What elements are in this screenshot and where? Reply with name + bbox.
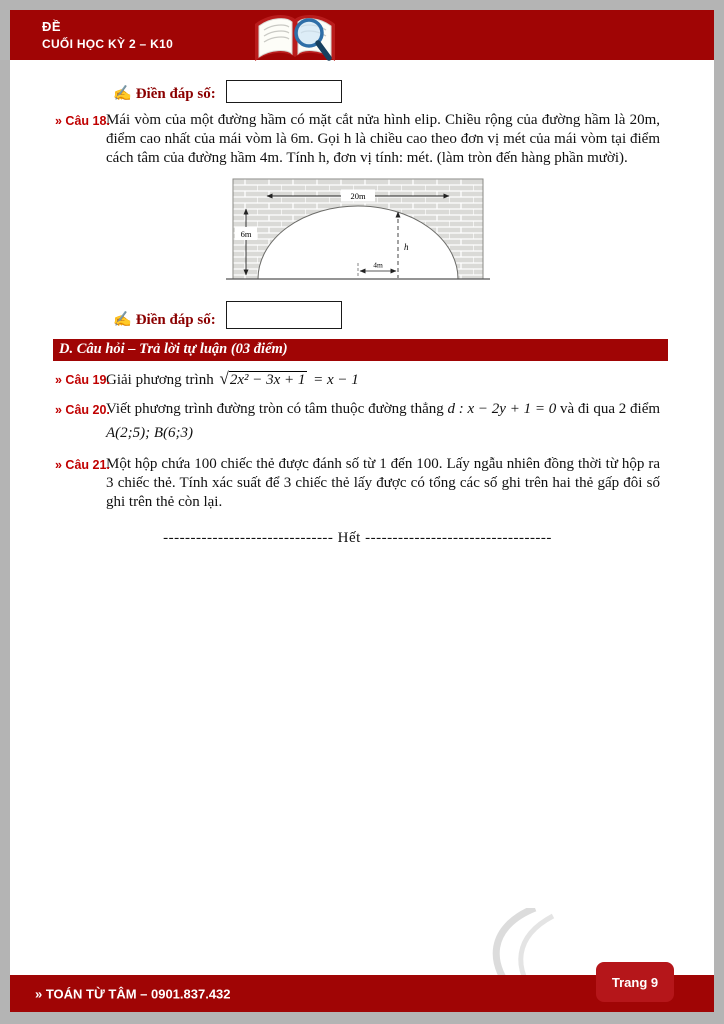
question-19-rhs: = x − 1: [313, 372, 359, 388]
question-19-pre: Giải phương trình: [106, 372, 214, 388]
answer-prompt-row-2: [113, 299, 660, 329]
page-number-tab: [596, 962, 674, 1002]
section-d-title: D. Câu hỏi – Trả lời tự luận (03 điểm): [59, 341, 288, 357]
question-20: [55, 397, 660, 445]
question-20-mid: và đi qua 2 điểm: [560, 401, 661, 417]
answer-prompt-label: Điền đáp số:: [135, 86, 216, 102]
footer-brand: » TOÁN TỪ TÂM – 0901.837.432: [35, 986, 231, 1001]
question-21-text: Một hộp chứa 100 chiếc thẻ được đánh số từ 1 đến 100. Lấy ngẫu nhiên đồng thời từ hộp ra 3 chiếc thẻ. Tính xác suất để 3 chiếc thẻ lấy được có tổng các số ghi trên hai thẻ gấp đôi số ghi trên thẻ còn lại.: [106, 456, 660, 510]
page-number: Trang 9: [611, 974, 659, 990]
pencil-icon: ✍: [113, 86, 132, 102]
end-divider: ------------------------------- Hết ----------------------------------: [163, 530, 552, 546]
width-dimension-label: 20m: [349, 191, 366, 201]
answer-box-2[interactable]: [226, 301, 342, 329]
sqrt-sign: √: [219, 369, 229, 388]
question-20-pre: Viết phương trình đường tròn có tâm thuộc đường thẳng: [106, 401, 444, 417]
height-dimension-label: 6m: [240, 229, 251, 239]
page-content: [10, 10, 714, 547]
question-18-text: Mái vòm của một đường hầm có mặt cắt nửa hình elip. Chiều rộng của đường hầm là 20m, điểm cao nhất của mái vòm là 6m. Gọi h là chiều cao theo đơn vị mét của mái vòm tại điểm cách tâm của đường hầm 4m. Tính h, đơn vị tính: mét. (làm tròn đến hàng phần mười).: [106, 112, 660, 166]
question-20-label: » Câu 20.: [55, 403, 110, 417]
tunnel-arch-figure: [55, 176, 660, 291]
answer-prompt-row-1: [113, 78, 660, 103]
question-19-label: » Câu 19.: [55, 373, 110, 387]
question-18-label: » Câu 18.: [55, 114, 110, 128]
question-18: [55, 111, 660, 168]
sqrt-expression: [219, 369, 307, 388]
answer-prompt-label: Điền đáp số:: [135, 312, 216, 328]
exam-label: ĐỀ: [42, 19, 62, 34]
question-20-line-equation: d : x − 2y + 1 = 0: [447, 401, 557, 417]
pencil-icon: ✍: [113, 312, 132, 328]
sqrt-radicand: 2x² − 3x + 1: [229, 372, 306, 388]
answer-box-1[interactable]: [226, 80, 342, 103]
question-21: [55, 455, 660, 512]
section-d-header: [53, 339, 668, 361]
exam-subtitle: CUỐI HỌC KỲ 2 – K10: [42, 37, 174, 51]
question-21-label: » Câu 21.: [55, 458, 110, 472]
h-label: h: [403, 242, 408, 252]
question-19: [55, 367, 660, 392]
question-20-points: A(2;5); B(6;3): [106, 425, 194, 441]
offset-dimension-label: 4m: [372, 260, 383, 270]
exam-page: [10, 10, 714, 1012]
